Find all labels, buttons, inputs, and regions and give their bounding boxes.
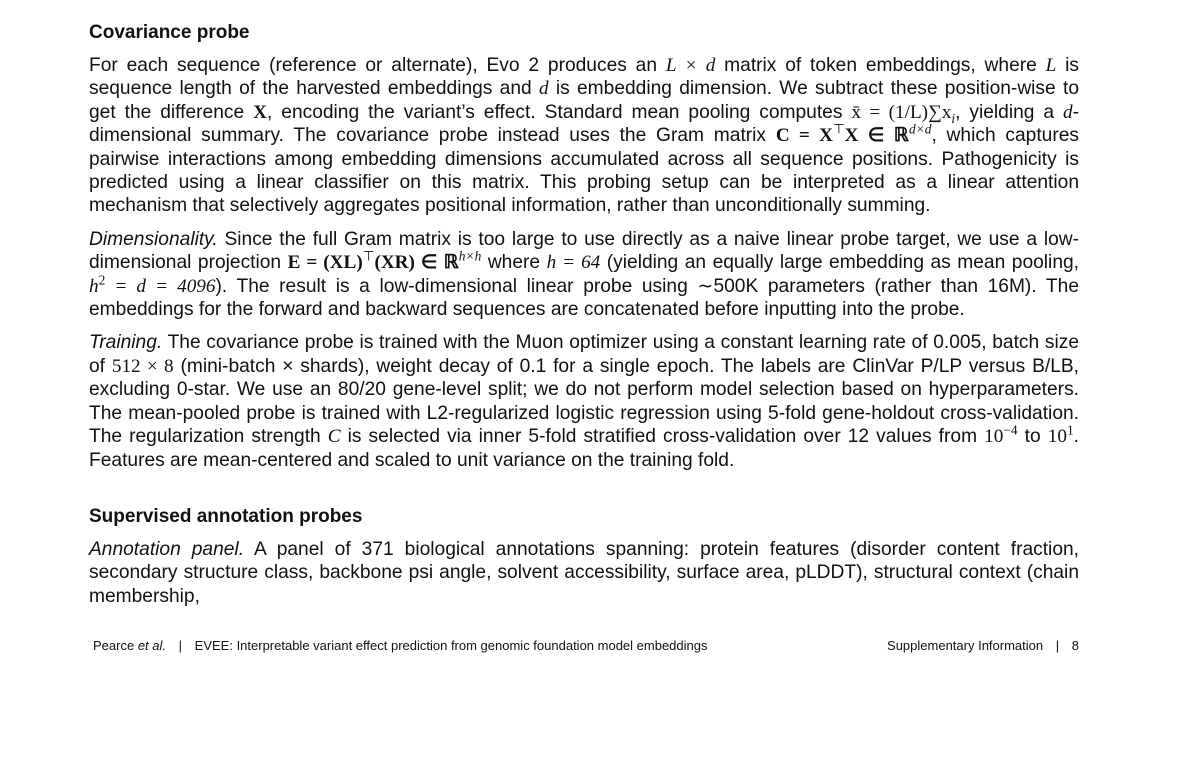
paragraph-dimensionality (89, 228, 1079, 322)
math: C (327, 426, 341, 448)
text: is selected via inner 5-fold stratified cross-validation over 12 values from (340, 426, 985, 448)
math: X (253, 101, 267, 123)
footer-left (93, 638, 708, 653)
math-superscript: −4 (1003, 422, 1018, 438)
math-superscript: 1 (1066, 422, 1074, 438)
text: Since the full Gram matrix is too large to use directly as a naive linear probe target, we use a low-dimensional projection (89, 228, 1079, 274)
math-superscript: d×d (908, 121, 932, 137)
page-footer (93, 638, 1079, 653)
footer-separator: | (1055, 638, 1060, 653)
math: C = X (775, 125, 833, 147)
footer-separator: | (178, 638, 183, 653)
text: (mini-batch × shards), weight decay of 0.1 for a single epoch. The labels are ClinVar P/LP versus B/LB, excluding 0-star. We use an 80/20 gene-level split; we do not perform model selection based on hyperparameters. The mean-pooled probe is trained with L2-regularized logistic regression using 5-fold gene-holdout cross-validation. The regularization strength (89, 355, 1079, 448)
text: , which captures pairwise interactions among embedding dimensions accumulated across all sequence positions. Pathogenicity is predicted using a linear classifier on this matrix. This probing setup can be interpreted as a linear attention mechanism that selectively aggregates positional information, rather than unconditionally summing. (89, 125, 1079, 217)
math: d (1063, 101, 1073, 123)
math-superscript: 2 (98, 272, 106, 288)
math: X ∈ ℝ (844, 125, 909, 147)
text: . Features are mean-centered and scaled to unit variance on the training fold. (89, 426, 1079, 471)
paragraph-training (89, 331, 1079, 471)
math: 10 (984, 426, 1004, 448)
text: A panel of 371 biological annotations spanning: protein features (disorder content fraction, secondary structure class, backbone psi angle, solvent accessibility, surface area, pLDDT), structural context (chain membership, (89, 538, 1079, 607)
text: The covariance probe is trained with the Muon optimizer using a constant learning rate of 0.005, batch size of (89, 332, 1079, 377)
text: is sequence length of the harvested embeddings and (89, 55, 1080, 100)
page-body (89, 18, 1079, 608)
footer-right (887, 638, 1079, 653)
footer-etal: et al. (137, 638, 167, 653)
paragraph-lead: Dimensionality. (89, 228, 218, 250)
math: = d = 4096 (105, 275, 216, 297)
math-superscript: h×h (458, 248, 482, 264)
math: h = 64 (546, 252, 601, 274)
text: where (481, 252, 547, 274)
text: matrix of token embeddings, where (715, 55, 1046, 76)
text: For each sequence (reference or alternate), Evo 2 produces an (89, 55, 666, 76)
footer-author: Pearce (93, 638, 135, 653)
math-subscript: i (951, 110, 956, 126)
math: d (538, 78, 549, 100)
footer-section: Supplementary Information (887, 638, 1044, 653)
math: L (1045, 55, 1057, 76)
math: L × d (665, 55, 716, 76)
text: (yielding an equally large embedding as mean pooling, (600, 252, 1079, 274)
text: to (1017, 426, 1048, 448)
page-number: 8 (1071, 638, 1079, 653)
text: ). The result is a low-dimensional linear probe using ∼500K parameters (rather than 16M). The embeddings for the forward and backward sequences are concatenated before inputting into the probe. (89, 275, 1079, 321)
text: , encoding the variant’s effect. Standard mean pooling computes (266, 101, 852, 123)
footer-title: EVEE: Interpretable variant effect prediction from genomic foundation model embeddings (194, 638, 708, 653)
section-heading-supervised-annotation-probes: Supervised annotation probes (89, 505, 363, 527)
math: (XR) ∈ ℝ (374, 252, 459, 274)
text: , yielding a (955, 101, 1064, 123)
math-superscript: ⊤ (362, 248, 375, 264)
paragraph-lead: Annotation panel. (89, 538, 245, 560)
math: E = (XL) (287, 252, 363, 274)
math-superscript: ⊤ (832, 121, 845, 137)
paragraph-annotation-panel (89, 538, 1079, 608)
section-heading-covariance-probe: Covariance probe (89, 22, 250, 43)
text: -dimensional summary. The covariance probe instead uses the Gram matrix (89, 101, 1079, 147)
paragraph-intro (89, 54, 1079, 218)
math: h (89, 275, 99, 297)
math: 512 × 8 (111, 355, 174, 377)
text: is embedding dimension. We subtract these position-wise to get the difference (89, 78, 1079, 123)
math: x̄ = (1/L)∑x (851, 101, 952, 123)
math: 10 (1047, 426, 1067, 448)
paragraph-lead: Training. (89, 332, 163, 354)
